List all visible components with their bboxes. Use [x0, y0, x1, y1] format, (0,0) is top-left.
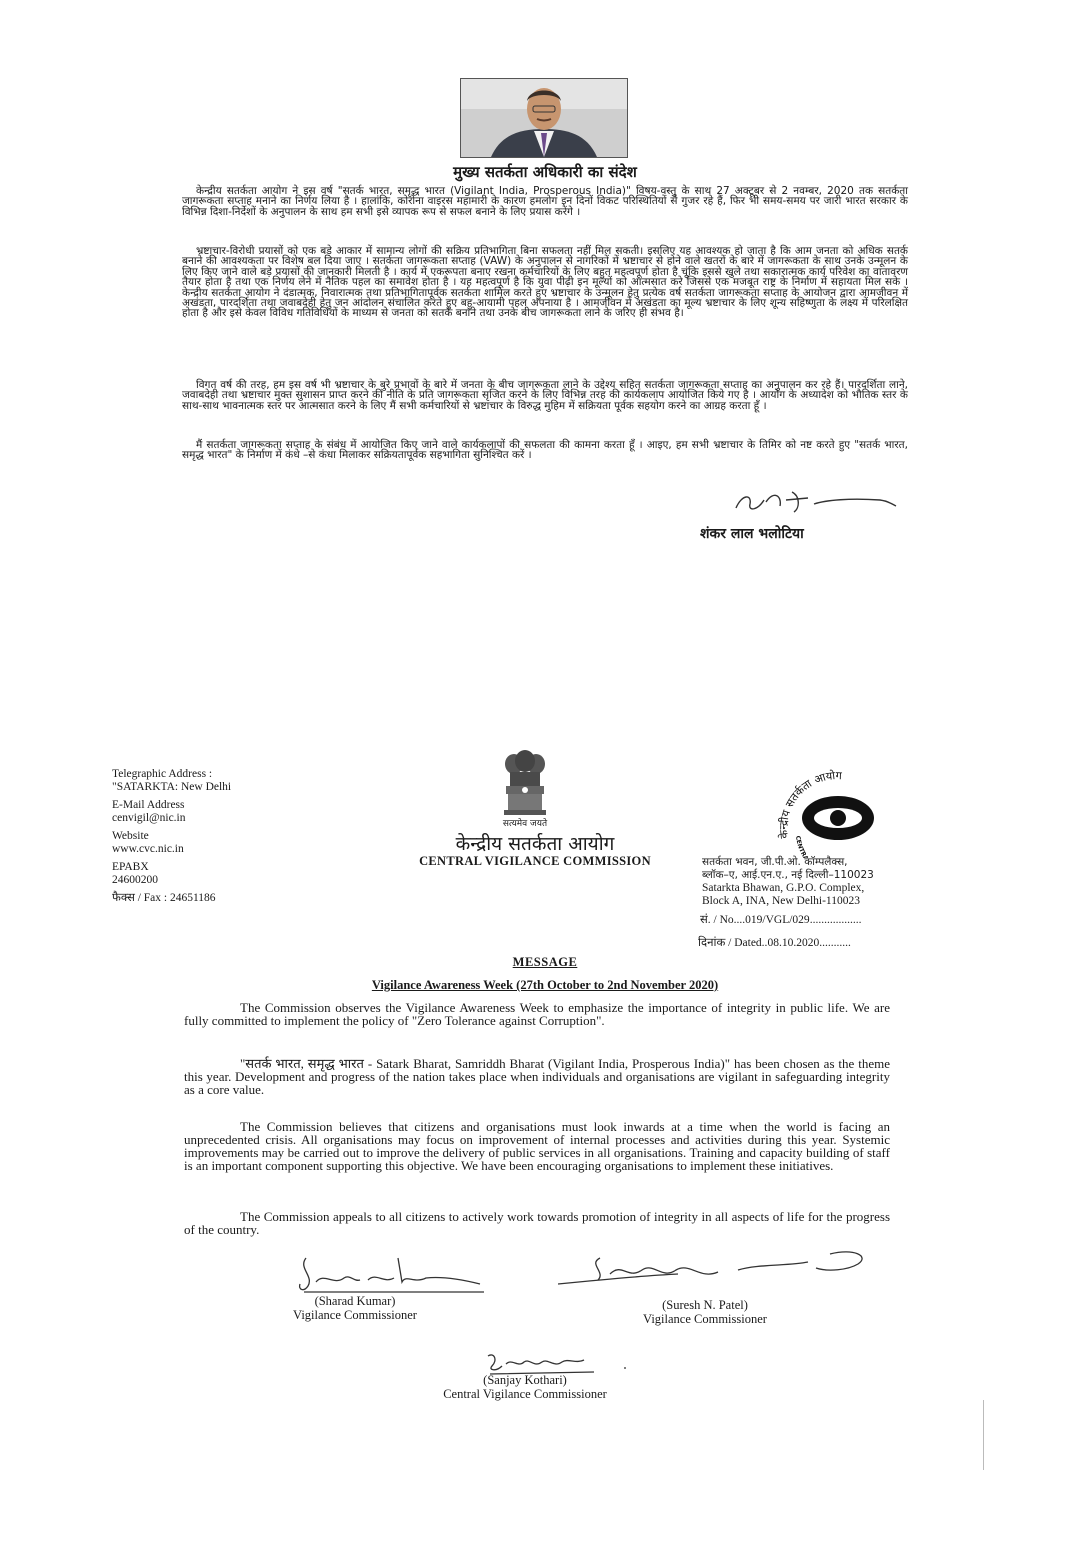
hindi-paragraph [182, 186, 908, 217]
email-value: cenvigil@nic.in [112, 811, 186, 824]
signatory-title-2: Vigilance Commissioner [643, 1312, 767, 1326]
email-label: E-Mail Address [112, 799, 185, 811]
hindi-paragraph-1: केन्द्रीय सतर्कता आयोग ने इस वर्ष "सतर्क भारत, समृद्ध भारत (Vigilant India, Prosperous India)" विषय-वस्तु के साथ 27 अक्टूबर से 2 नवम्बर, 2020 तक सतर्कता जागरूकता सप्ताह मनाने का निर्णय लिया है । हालांकि, कोरोना वाइरस महामारी के कारण हमलोग इन दिनों विकट परिस्थितियों से गुजर रहे हैं, फिर भी समय-समय पर जारी भारत सरकार के विभिन्न दिशा-निर्देशों के अनुपालन के साथ हम सभी इसे व्यापक रूप से सफल बनाने के लिए प्रयास करेंगे । [182, 185, 908, 218]
signatory-block [600, 1298, 810, 1326]
hindi-paragraph-3: विगत वर्ष की तरह, हम इस वर्ष भी भ्रष्टाचार के बुरे प्रभावों के बारे में जनता के बीच जागरूकता लाने के उद्देश्य सहित सतर्कता जागरूकता सप्ताह का अनुपालन कर रहे हैं। पारदर्शिता लाने, जवाबदेही तथा भ्रष्टाचार मुक्त सुशासन प्राप्त करने की नीति के प्रति जागरूकता सृजित करने के लिए विभिन्न तरह की कार्यकलाप आयोजित किये गए है । आयोग के अध्यादेश को भौतिक स्तर के साथ-साथ भावनात्मक स्तर पर आत्मसात करने के लिए मैं सभी कर्मचारियों से भ्रष्टाचार के विरुद्ध मुहिम में सक्रियता पूर्वक सहयोग करने का आग्रह करता हूँ । [182, 379, 908, 412]
message-heading: MESSAGE [512, 955, 578, 969]
cvo-signatory-name: शंकर लाल भलोटिया [700, 526, 804, 542]
reference-number [700, 912, 861, 927]
date-label: दिनांक / Dated.. [698, 937, 768, 949]
signatory-name-3: (Sanjay Kothari) [483, 1373, 567, 1387]
message-subheading: Vigilance Awareness Week (27th October to 2nd November 2020) [371, 978, 719, 992]
hindi-paragraph-2: भ्रष्टाचार-विरोधी प्रयासों को एक बड़े आकार में सामान्य लोगों की सक्रिय प्रतिभागिता बिना सफलता नहीं मिल सकती। इसलिए यह आवश्यक हो जाता है कि आम जनता को अधिक सतर्क बनाने की आवश्यकता पर विशेष बल दिया जाए । सतर्कता जागरूकता सप्ताह (VAW) के अनुपालन से नागरिकों में भ्रष्टाचार से होने वाले खतरों के बारे में जागरूकता के साथ उनके उन्मूलन के लिए किए जाने वाले बड़े प्रयासों की जानकारी मिलती है । कार्य में एकरूपता बनाए रखना कर्मचारियों के लिए बहुत महत्वपूर्ण होता है चूंकि इससे खुले तथा सकारात्मक कार्य परिवेश का वातावरण तैयार होता है तथा एक निर्णय लेने में नैतिक पहल का समावेश होता है । यह महत्वपूर्ण है कि युवा पीढ़ी इन मूल्यों को आत्मसात करे जिससे एक मजबूत राष्ट्र के निर्माण में सहायता मिल सके । केन्द्रीय सतर्कता आयोग ने दंडात्मक, निवारात्मक तथा प्रतिभागितापूर्वक सतर्कता शामिल करते हुए भ्रष्टाचार के उन्मूलन हेतु प्रत्येक वर्ष सतर्कता जागरूकता सप्ताह के आयोजन द्वारा आमजीवन में अखंडता, पारदर्शिता तथा जवाबदेही हेतु जन आंदोलन संचालित करते हुए बहु-आयामी पहल अपनाया है । आमजीवन में अखंडता का मूल्य भ्रष्टाचार के लिए शून्य सहिष्णुता के लक्ष्य में परिलक्षित होता है और इसे केवल विविध गतिविधियों के माध्यम से जनता को सतर्क बनाने तथा उनके बीच जागरूकता लाने के जरिए ही संभव है। [182, 245, 908, 320]
contact-details [112, 768, 231, 905]
hindi-paragraph [182, 440, 908, 461]
epabx-label: EPABX [112, 861, 149, 873]
organisation-name-hindi: केन्द्रीय सतर्कता आयोग [455, 833, 615, 855]
cvo-handwritten-signature [730, 486, 900, 523]
english-paragraph-1: The Commission observes the Vigilance Awareness Week to emphasize the importance of integrity in public life. We are fully committed to implement the policy of "Zero Tolerance against Corruption". [184, 1000, 890, 1028]
reference-label: सं. / No.... [700, 914, 746, 926]
english-paragraph [184, 1001, 890, 1027]
national-emblem-icon [498, 748, 552, 818]
telegraphic-label: Telegraphic Address : [112, 768, 213, 780]
hindi-paragraph [182, 380, 908, 411]
hindi-message-title: मुख्य सतर्कता अधिकारी का संदेश [453, 163, 637, 181]
signatory-block [250, 1294, 460, 1322]
english-paragraph-4: The Commission appeals to all citizens to actively work towards promotion of integrity in all aspects of life for the progress of the country. [184, 1209, 890, 1237]
date-dots: ........... [819, 937, 851, 949]
address-line-4: Block A, INA, New Delhi-110023 [702, 895, 860, 907]
letter-date [698, 935, 851, 950]
organisation-name-english: CENTRAL VIGILANCE COMMISSION [419, 854, 651, 868]
english-paragraph-3: The Commission believes that citizens and organisations must look inwards at a time when the world is facing an unprecedented crisis. All organisations may focus on improvement of internal processes and activities during this year. Systemic improvements may be carried out to improve the delivery of public services in all organisations. Training and capacity building of staff is an important component supporting this objective. We have been encouraging organisations to implement these initiatives. [184, 1119, 890, 1173]
cvo-portrait-photo [460, 78, 628, 158]
hindi-paragraph-4: मैं सतर्कता जागरूकता सप्ताह के संबंध में आयोजित किए जाने वाले कार्यकलापों की सफलता की कामना करता हूँ । आइए, हम सभी भ्रष्टाचार के तिमिर को नष्ट करते हुए "सतर्क भारत, समृद्ध भारत" के निर्माण में कंधे –से कंधा मिलाकर सक्रियतापूर्वक सहभागिता सुनिश्चित करें । [182, 439, 908, 462]
address-line-3: Satarkta Bhawan, G.P.O. Complex, [702, 882, 865, 894]
suresh-patel-signature [558, 1250, 870, 1301]
english-paragraph-2: "सतर्क भारत, समृद्ध भारत - Satark Bharat, Samriddh Bharat (Vigilant India, Prosperous India)" has been chosen as the theme this year. Development and progress of the nation takes place when individuals and organisations are vigilant in safeguarding integrity as a core value. [184, 1056, 890, 1097]
fax-line: फैक्स / Fax : 24651186 [112, 892, 216, 904]
telegraphic-value: "SATARKTA: New Delhi [112, 780, 232, 793]
website-value: www.cvc.nic.in [112, 842, 184, 855]
signatory-name-2: (Suresh N. Patel) [662, 1298, 748, 1312]
english-paragraph [184, 1210, 890, 1236]
english-paragraph [184, 1057, 890, 1096]
epabx-value: 24600200 [112, 873, 158, 886]
signatory-title-1: Vigilance Commissioner [293, 1308, 417, 1322]
website-label: Website [112, 830, 149, 842]
office-address [702, 856, 874, 908]
cvc-logo-icon [758, 768, 908, 858]
reference-value: 019/VGL/029 [745, 914, 810, 926]
english-paragraph [184, 1120, 890, 1172]
signatory-title-3: Central Vigilance Commissioner [443, 1387, 607, 1401]
address-line-1: सतर्कता भवन, जी.पी.ओ. कॉम्पलैक्स, [702, 856, 848, 868]
hindi-paragraph [182, 246, 908, 319]
date-value: 08.10.2020 [767, 937, 820, 949]
signatory-name-1: (Sharad Kumar) [314, 1294, 396, 1308]
signatory-block [380, 1373, 670, 1401]
page-edge-mark [983, 1400, 984, 1470]
logo-text-hindi: केन्द्रीय सतर्कता आयोग [777, 769, 843, 840]
reference-dots: .................. [809, 914, 862, 926]
logo-text-english: CENTR [793, 835, 808, 858]
emblem-motto: सत्यमेव जयते [502, 819, 548, 829]
address-line-2: ब्लॉक–ए, आई.एन.ए., नई दिल्ली–110023 [702, 869, 874, 881]
